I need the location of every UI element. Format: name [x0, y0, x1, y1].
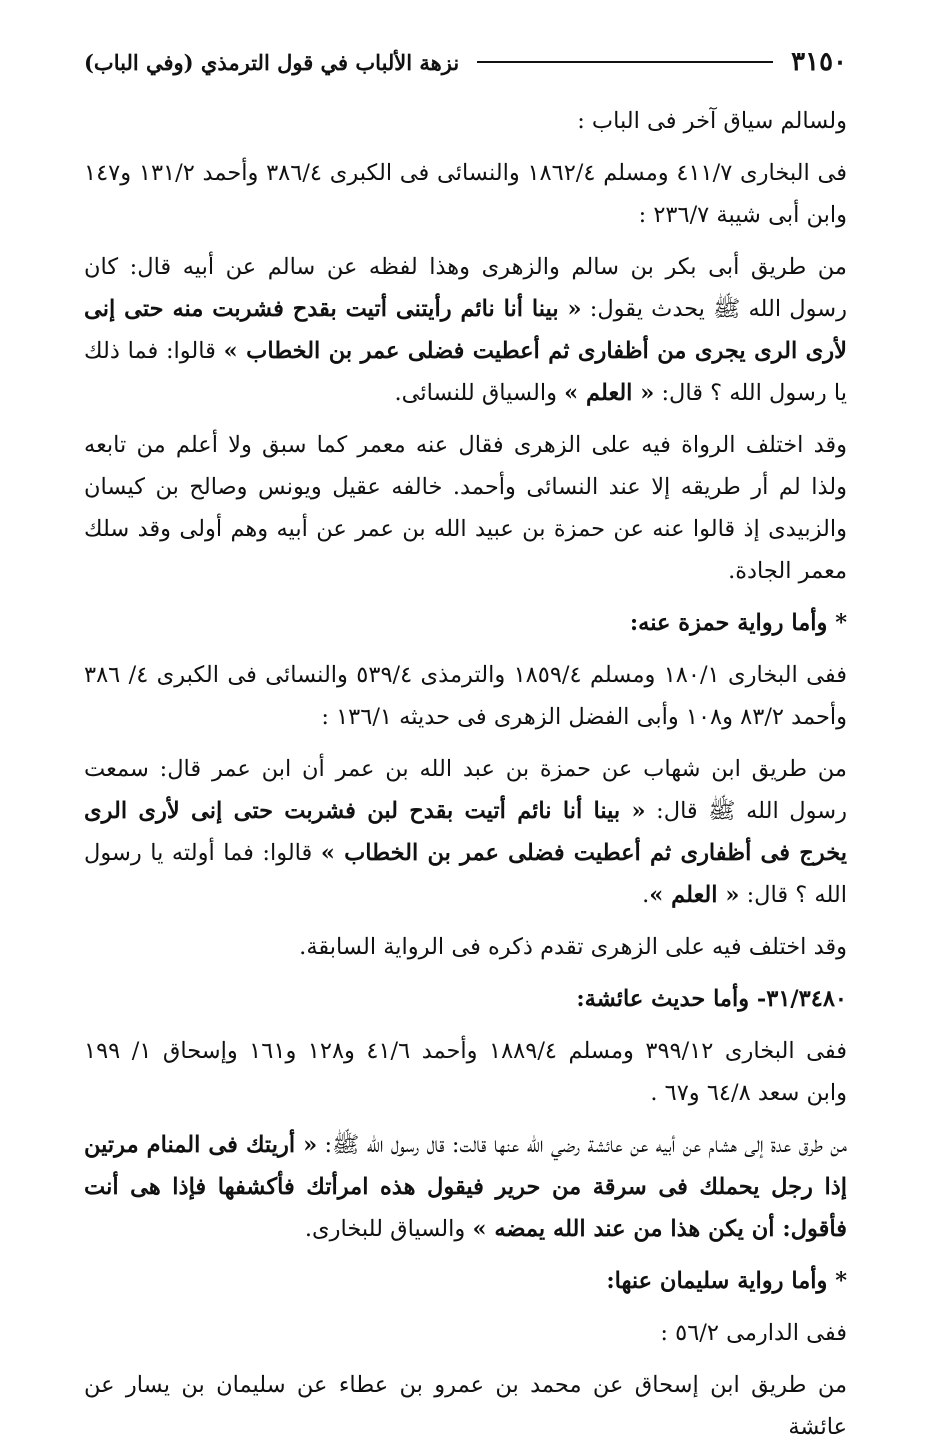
paragraph: [84, 1260, 847, 1302]
running-title: نزهة الألباب في قول الترمذي (وفي الباب): [84, 49, 460, 75]
text-segment: والسياق للنسائى.: [394, 380, 565, 406]
paragraph: [84, 246, 847, 414]
paragraph: [84, 1312, 847, 1354]
paragraph: [84, 1364, 847, 1448]
bold-text-segment: « أريتك فى المنام مرتين إذا رجل يحملك فى سرقة من حرير فيقول هذه امرأتك فأكشفها فإذا هى أنت فأقول: أن يكن هذا من عند الله يمضه »: [84, 1132, 847, 1242]
bold-text-segment: « العلم »: [564, 380, 655, 406]
text-segment: من طريق ابن إسحاق عن محمد بن عمرو بن عطاء عن سليمان بن يسار عن عائشة: [84, 1372, 847, 1440]
text-segment: قالوا: فما ذلك يا رسول الله ؟ قال:: [84, 338, 847, 406]
page-header: [84, 40, 847, 84]
text-segment: من طرق عدة إلى هشام عن أبيه عن عائشة رضي الله عنها قالت: قال رسول الله ﷺ:: [317, 1132, 847, 1158]
paragraph: [84, 100, 847, 142]
paragraph: [84, 748, 847, 916]
paragraph: [84, 978, 847, 1020]
paragraph: [84, 1124, 847, 1250]
text-segment: ففى البخارى ٣٩٩/١٢ ومسلم ١٨٨٩/٤ وأحمد ٤١/٦ و١٢٨ و١٦١ وإسحاق ١/ ١٩٩ وابن سعد ٦٤/٨ و٦٧ .: [84, 1038, 847, 1106]
bold-text-segment: « بينا أنا نائم أتيت بقدح لبن فشربت حتى إنى لأرى الرى يخرج فى أظفارى ثم أعطيت فضلى عمر بن الخطاب »: [84, 798, 847, 866]
paragraph: [84, 602, 847, 644]
paragraph: [84, 926, 847, 968]
paragraph: [84, 1030, 847, 1114]
bold-text-segment: * وأما رواية حمزة عنه:: [629, 610, 847, 636]
bold-text-segment: « العلم »: [649, 882, 740, 908]
text-segment: وقد اختلف الرواة فيه على الزهرى فقال عنه معمر كما سبق ولا أعلم من تابعه ولذا لم أر طريقه إلا عند النسائى وأحمد. خالفه عقيل ويونس وصالح بن كيسان والزبيدى إذ قالوا عنه عن حمزة بن عبيد الله بن عمر عن أبيه وهم أولى وقد سلك معمر الجادة.: [84, 432, 847, 584]
text-segment: ففى البخارى ١٨٠/١ ومسلم ١٨٥٩/٤ والترمذى ٥٣٩/٤ والنسائى فى الكبرى ٤/ ٣٨٦ وأحمد ٨٣/٢ و١٠٨ وأبى الفضل الزهرى فى حديثه ١٣٦/١ :: [84, 662, 847, 730]
bold-text-segment: * وأما رواية سليمان عنها:: [606, 1268, 847, 1294]
page-number: ٣١٥٠: [791, 47, 847, 77]
text-segment: .: [642, 882, 650, 908]
paragraph: [84, 654, 847, 738]
header-rule: [477, 61, 773, 63]
bold-text-segment: « بينا أنا نائم رأيتنى أتيت بقدح فشربت منه حتى إنى لأرى الرى يجرى من أظفارى ثم أعطيت فضلى عمر بن الخطاب »: [84, 296, 847, 364]
text-segment: ففى الدارمى ٥٦/٢ :: [660, 1320, 847, 1346]
text-segment: ولسالم سياق آخر فى الباب :: [577, 108, 847, 134]
text-segment: وقد اختلف فيه على الزهرى تقدم ذكره فى الرواية السابقة.: [299, 934, 847, 960]
body-text: [84, 100, 847, 1448]
text-segment: فى البخارى ٤١١/٧ ومسلم ١٨٦٢/٤ والنسائى فى الكبرى ٣٨٦/٤ وأحمد ١٣١/٢ و١٤٧ وابن أبى شيبة ٢٣٦/٧ :: [84, 160, 847, 228]
paragraph: [84, 424, 847, 592]
text-segment: من طريق أبى بكر بن سالم والزهرى وهذا لفظه عن سالم عن أبيه قال: كان رسول الله ﷺ يحدث يقول:: [84, 254, 847, 322]
bold-text-segment: ٣١/٣٤٨٠- وأما حديث عائشة:: [576, 986, 847, 1012]
text-segment: والسياق للبخارى.: [304, 1216, 473, 1242]
text-segment: قالوا: فما أولته يا رسول الله ؟ قال:: [84, 840, 847, 908]
paragraph: [84, 152, 847, 236]
text-segment: من طريق ابن شهاب عن حمزة بن عبد الله بن عمر أن ابن عمر قال: سمعت رسول الله ﷺ قال:: [84, 756, 847, 824]
